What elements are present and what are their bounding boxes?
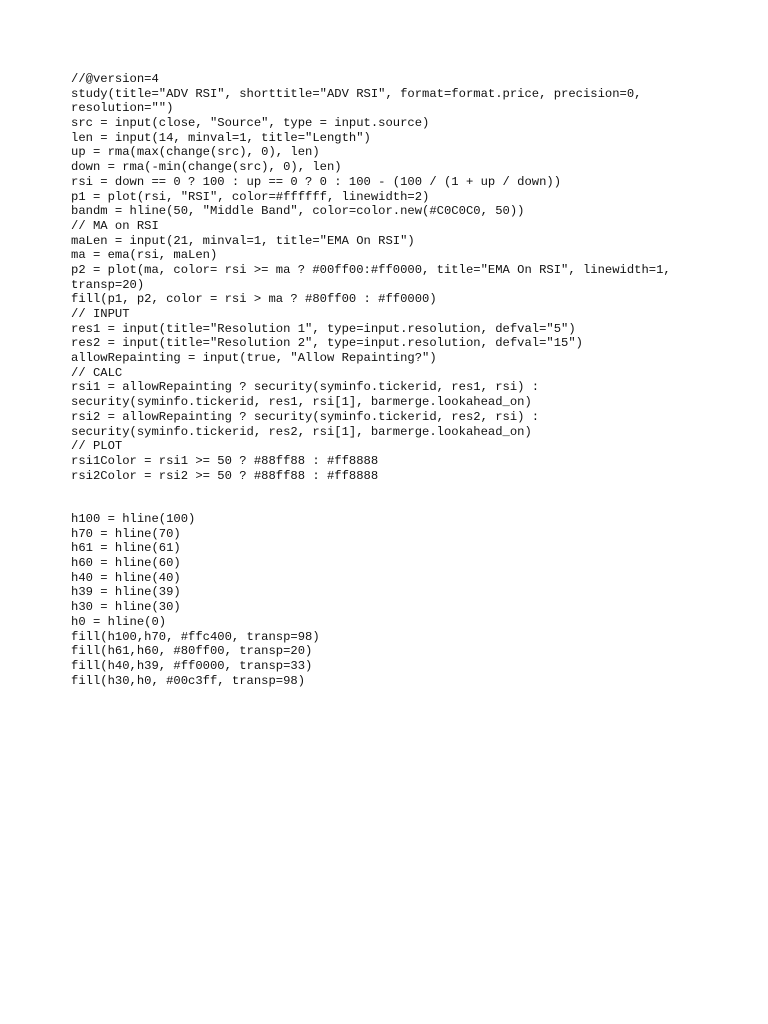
code-line: maLen = input(21, minval=1, title="EMA On RSI"): [71, 233, 415, 248]
code-block-bottom: [71, 512, 711, 688]
code-line: h60 = hline(60): [71, 556, 181, 571]
code-line: // INPUT: [71, 307, 130, 321]
code-line: h30 = hline(30): [71, 600, 181, 615]
code-line: h100 = hline(100): [71, 512, 196, 526]
code-line: rsi2 = allowRepainting ? security(syminfo.tickerid, res2, rsi) :: [71, 409, 540, 424]
code-line: len = input(14, minval=1, title="Length"): [71, 130, 371, 145]
code-line: //@version=4: [71, 72, 159, 86]
code-line: fill(h61,h60, #80ff00, transp=20): [71, 644, 313, 659]
code-line: security(syminfo.tickerid, res2, rsi[1], barmerge.lookahead_on): [71, 424, 532, 439]
code-line: rsi2Color = rsi2 >= 50 ? #88ff88 : #ff8888: [71, 468, 379, 483]
code-line: h70 = hline(70): [71, 526, 181, 541]
code-line: h40 = hline(40): [71, 570, 181, 585]
code-line: down = rma(-min(change(src), 0), len): [71, 160, 342, 175]
code-line: p2 = plot(ma, color= rsi >= ma ? #00ff00:#ff0000, title="EMA On RSI", linewidth=1,: [71, 262, 671, 277]
code-line: fill(h40,h39, #ff0000, transp=33): [71, 658, 313, 673]
code-line: rsi1 = allowRepainting ? security(syminfo.tickerid, res1, rsi) :: [71, 380, 540, 395]
code-line: rsi = down == 0 ? 100 : up == 0 ? 0 : 100 - (100 / (1 + up / down)): [71, 174, 562, 189]
code-line: security(syminfo.tickerid, res1, rsi[1], barmerge.lookahead_on): [71, 395, 532, 410]
code-line: res1 = input(title="Resolution 1", type=input.resolution, defval="5"): [71, 321, 576, 336]
code-line: h61 = hline(61): [71, 541, 181, 556]
code-line: // CALC: [71, 365, 123, 380]
code-line: fill(h30,h0, #00c3ff, transp=98): [71, 673, 306, 688]
code-line: rsi1Color = rsi1 >= 50 ? #88ff88 : #ff8888: [71, 453, 379, 468]
code-line: fill(h100,h70, #ffc400, transp=98): [71, 629, 320, 644]
code-line: transp=20): [71, 277, 145, 292]
code-line: resolution=""): [71, 101, 174, 116]
code-line: // PLOT: [71, 439, 123, 454]
code-line: bandm = hline(50, "Middle Band", color=color.new(#C0C0C0, 50)): [71, 204, 525, 219]
code-line: // MA on RSI: [71, 218, 159, 233]
code-line: h0 = hline(0): [71, 614, 167, 629]
code-line: h39 = hline(39): [71, 585, 181, 600]
code-line: fill(p1, p2, color = rsi > ma ? #80ff00 : #ff0000): [71, 292, 437, 307]
code-line: ma = ema(rsi, maLen): [71, 248, 218, 263]
code-line: up = rma(max(change(src), 0), len): [71, 145, 320, 160]
code-line: src = input(close, "Source", type = input.source): [71, 116, 430, 131]
code-line: res2 = input(title="Resolution 2", type=input.resolution, defval="15"): [71, 336, 583, 351]
code-block-top: [71, 72, 711, 483]
code-line: p1 = plot(rsi, "RSI", color=#ffffff, linewidth=2): [71, 189, 430, 204]
code-line: study(title="ADV RSI", shorttitle="ADV RSI", format=format.price, precision=0,: [71, 86, 642, 101]
code-line: allowRepainting = input(true, "Allow Repainting?"): [71, 351, 437, 366]
